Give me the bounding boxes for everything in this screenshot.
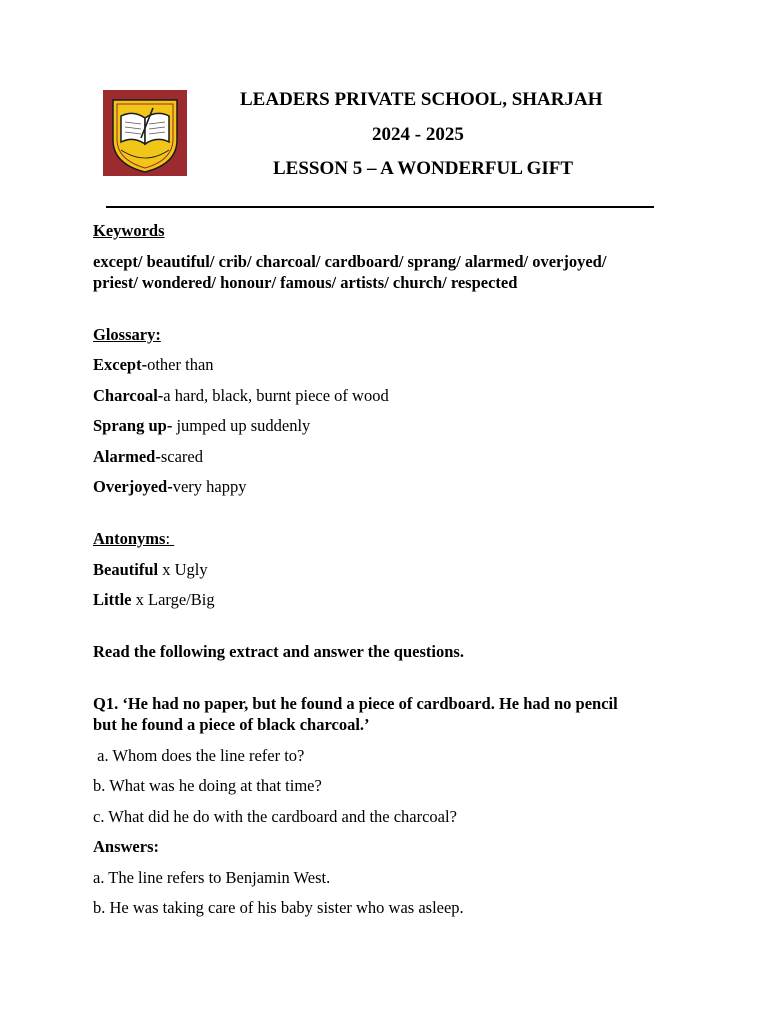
glossary-heading: Glossary: bbox=[93, 324, 161, 344]
keywords-heading: Keywords bbox=[93, 221, 165, 240]
question-1-part-c: c. What did he do with the cardboard and the charcoal? bbox=[93, 806, 457, 826]
school-logo bbox=[101, 88, 189, 178]
question-1-part-a: a. Whom does the line refer to? bbox=[93, 745, 305, 765]
antonym-opposite: x Large/Big bbox=[131, 590, 215, 609]
question-1-line-2: but he found a piece of black charcoal.’ bbox=[93, 715, 370, 734]
answer-b: b. He was taking care of his baby sister who was asleep. bbox=[93, 898, 464, 917]
antonyms-heading-suffix: : bbox=[165, 529, 175, 548]
glossary-item bbox=[93, 446, 693, 467]
school-name: LEADERS PRIVATE SCHOOL, SHARJAH bbox=[240, 89, 603, 110]
academic-year: 2024 - 2025 bbox=[372, 124, 464, 145]
glossary-term: Overjoyed- bbox=[93, 477, 173, 496]
question-1-line-1: Q1. ‘He had no paper, but he found a piece of cardboard. He had no pencil bbox=[93, 694, 618, 713]
glossary-item bbox=[93, 476, 693, 497]
glossary-definition: jumped up suddenly bbox=[172, 416, 311, 435]
keywords-line-1: except/ beautiful/ crib/ charcoal/ cardboard/ sprang/ alarmed/ overjoyed/ bbox=[93, 251, 607, 271]
glossary-term: Charcoal- bbox=[93, 385, 164, 405]
header-divider bbox=[106, 206, 654, 208]
glossary-definition: other than bbox=[147, 355, 214, 374]
glossary-definition: a hard, black, burnt piece of wood bbox=[163, 385, 389, 405]
question-1-part-b: b. What was he doing at that time? bbox=[93, 776, 322, 795]
antonym-opposite: x Ugly bbox=[158, 559, 208, 579]
glossary-definition: scared bbox=[160, 446, 203, 466]
glossary-item bbox=[93, 354, 693, 375]
glossary-item bbox=[93, 415, 693, 436]
antonym-word: Beautiful bbox=[93, 559, 159, 579]
antonym-item bbox=[93, 589, 693, 610]
keywords-line-2: priest/ wondered/ honour/ famous/ artists/ church/ respected bbox=[93, 272, 518, 292]
lesson-title: LESSON 5 – A WONDERFUL GIFT bbox=[273, 158, 574, 179]
glossary-item bbox=[93, 385, 693, 406]
glossary-term: Sprang up- bbox=[93, 416, 173, 435]
instruction-text: Read the following extract and answer the questions. bbox=[93, 642, 464, 661]
answers-heading: Answers: bbox=[93, 837, 159, 856]
glossary-definition: very happy bbox=[172, 477, 247, 496]
worksheet-content bbox=[93, 220, 693, 918]
glossary-term: Alarmed- bbox=[93, 446, 161, 466]
antonym-word: Little bbox=[93, 590, 132, 609]
glossary-term: Except- bbox=[93, 355, 148, 374]
answer-a: a. The line refers to Benjamin West. bbox=[93, 867, 331, 887]
antonyms-heading: Antonyms bbox=[93, 529, 166, 548]
antonyms-heading-row bbox=[93, 528, 693, 549]
antonym-item bbox=[93, 559, 693, 580]
